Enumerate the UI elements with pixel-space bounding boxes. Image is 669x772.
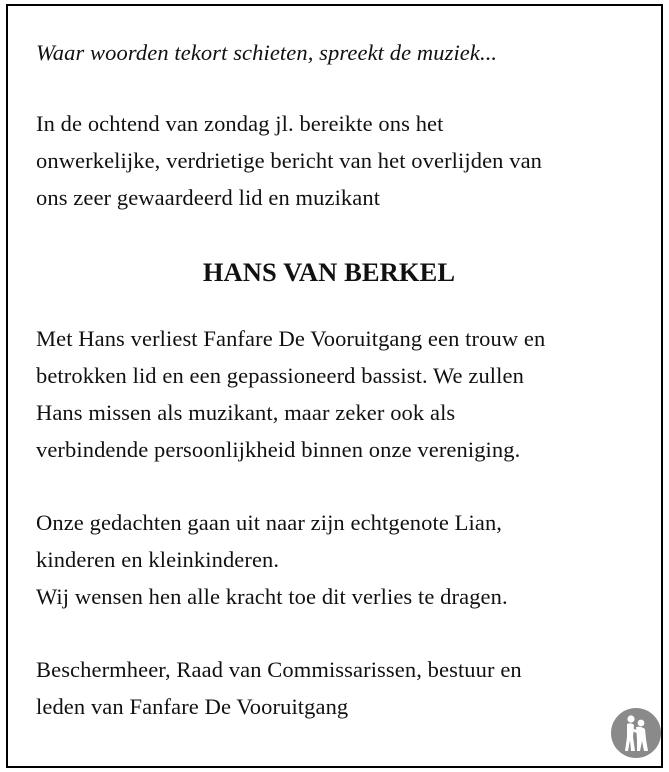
intro-line: onwerkelijke, verdrietige bericht van het overlijden van xyxy=(36,148,543,173)
signature-line: Beschermheer, Raad van Commissarissen, bestuur en xyxy=(36,657,522,682)
tribute-line: betrokken lid en een gepassioneerd bassist. We zullen xyxy=(36,363,524,388)
signature-line: leden van Fanfare De Vooruitgang xyxy=(36,694,349,719)
signature-paragraph xyxy=(36,651,646,725)
deceased-name: HANS VAN BERKEL xyxy=(202,257,456,287)
intro-line: ons zeer gewaardeerd lid en muzikant xyxy=(36,185,381,210)
tribute-line: Met Hans verliest Fanfare De Vooruitgang een trouw en xyxy=(36,326,546,351)
condolence-line: Onze gedachten gaan uit naar zijn echtgenote Lian, xyxy=(36,510,503,535)
condolence-line: Wij wensen hen alle kracht toe dit verlies te dragen. xyxy=(36,584,508,609)
intro-line: In de ochtend van zondag jl. bereikte ons het xyxy=(36,111,444,136)
obituary-content xyxy=(36,34,646,725)
tribute-paragraph xyxy=(36,320,646,468)
tribute-line: verbindende persoonlijkheid binnen onze vereniging. xyxy=(36,437,521,462)
condolence-line: kinderen en kleinkinderen. xyxy=(36,547,280,572)
condolence-paragraph xyxy=(36,504,646,615)
motto: Waar woorden tekort schieten, spreekt de muziek... xyxy=(36,40,498,65)
intro-paragraph xyxy=(36,105,646,216)
tribute-line: Hans missen als muzikant, maar zeker ook als xyxy=(36,400,456,425)
mourning-figures-logo-icon xyxy=(610,707,662,759)
